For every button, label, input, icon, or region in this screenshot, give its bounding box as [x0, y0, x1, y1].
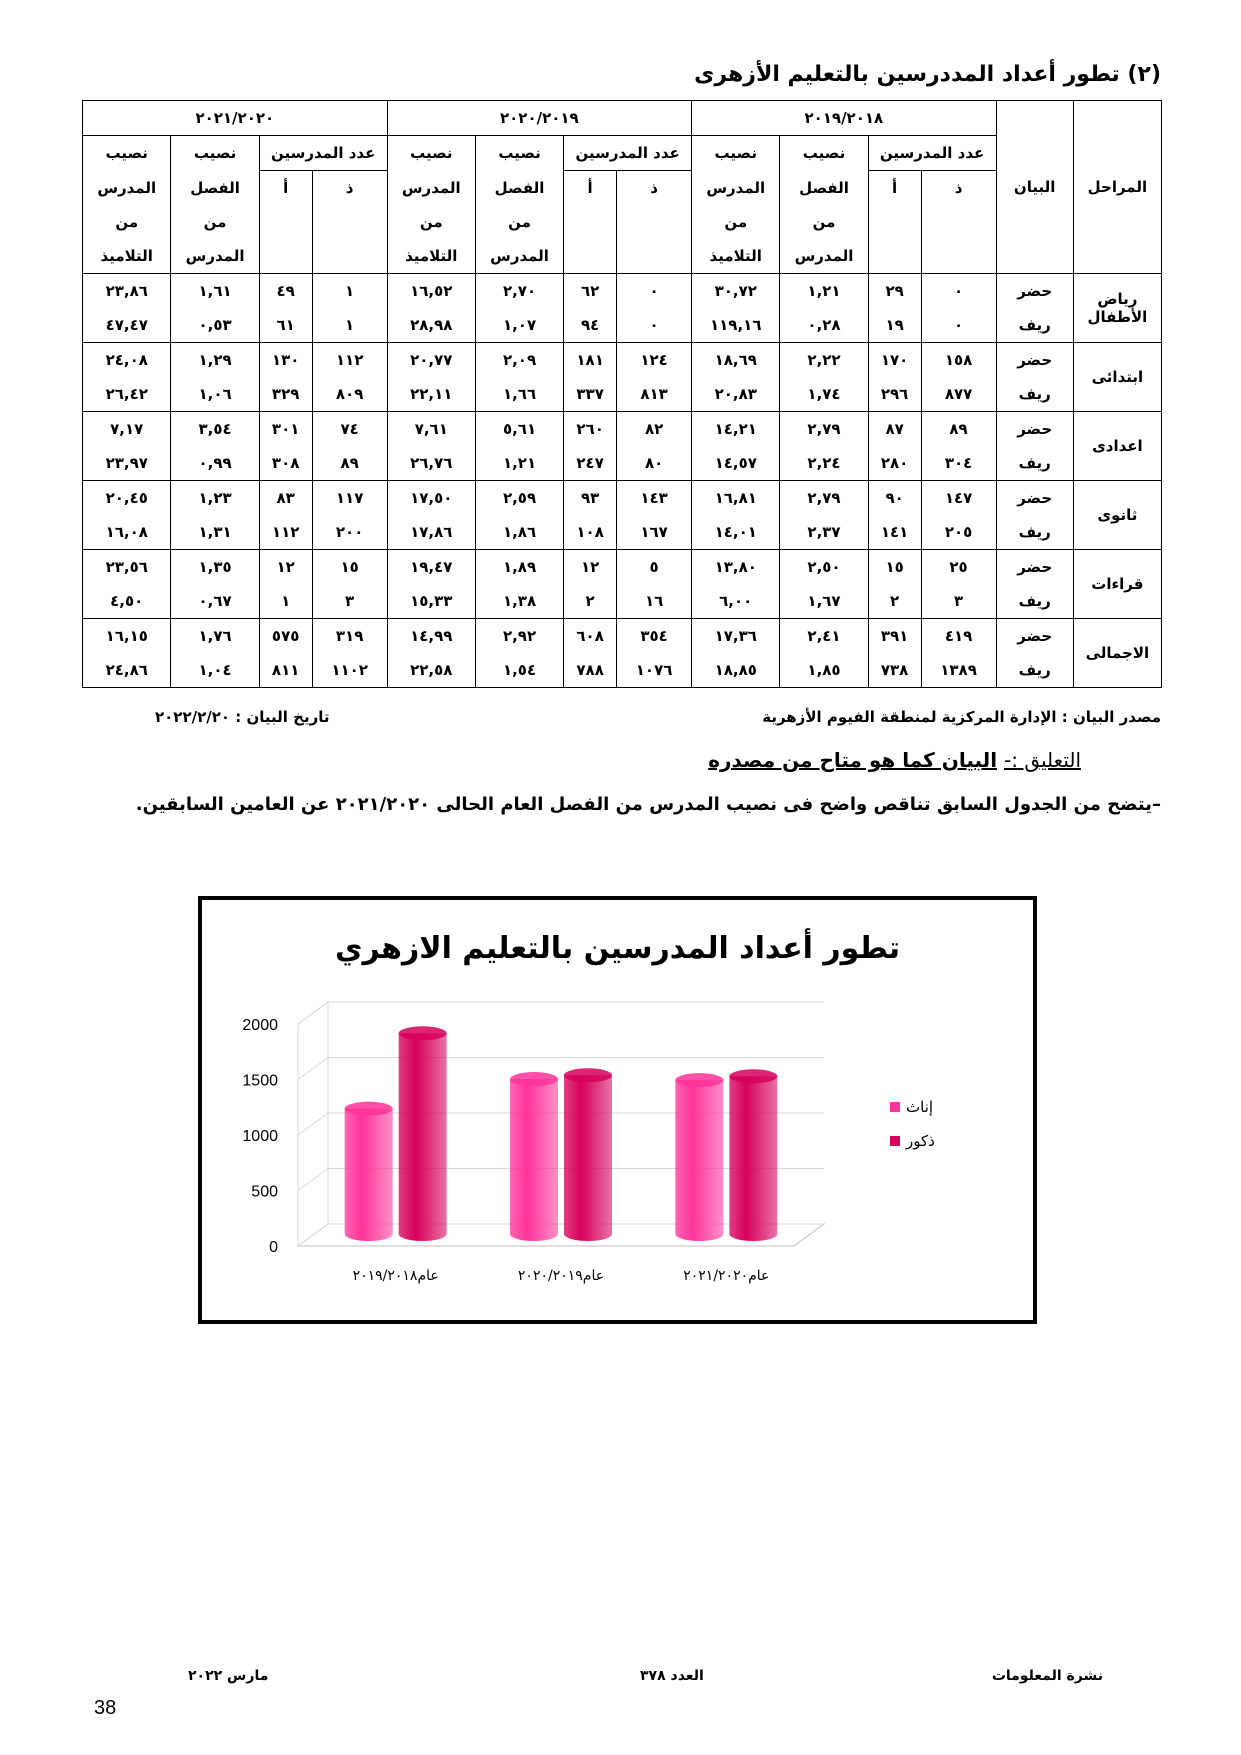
- table-cell: ٢٠,٨٣: [692, 377, 780, 412]
- female-header: أ: [868, 171, 921, 206]
- table-cell: ٠,٢٨: [780, 308, 868, 343]
- table-cell: ١٤,٠١: [692, 515, 780, 550]
- table-cell: ٤٩: [259, 274, 312, 309]
- x-tick-label: عام٢٠١٩/٢٠١٨: [352, 1268, 439, 1284]
- urban-label: حضر: [996, 619, 1073, 654]
- female-header-space: [868, 205, 921, 239]
- table-cell: ١٣٠: [259, 343, 312, 378]
- bar-top: [675, 1073, 723, 1087]
- table-cell: ٢: [868, 584, 921, 619]
- table-cell: ١: [312, 308, 387, 343]
- table-cell: ٢٦٠: [564, 412, 617, 447]
- urban-label: حضر: [996, 481, 1073, 516]
- comment-line: [708, 748, 1081, 772]
- table-cell: ٦,٠٠: [692, 584, 780, 619]
- table-cell: ٠,٥٣: [171, 308, 259, 343]
- table-cell: ٢,٥٩: [475, 481, 563, 516]
- male-header: ذ: [921, 171, 996, 206]
- chart-frame: [198, 896, 1037, 1324]
- chart-title: تطور أعداد المدرسين بالتعليم الازهري: [335, 931, 900, 966]
- page-number: 38: [94, 1697, 117, 1719]
- table-cell: ٢٩٦: [868, 377, 921, 412]
- table-cell: ٢,٧٩: [780, 481, 868, 516]
- table-cell: ١٦,١٥: [83, 619, 171, 654]
- female-header-space: [564, 239, 617, 274]
- comment-text: البيان كما هو متاح من مصدره: [708, 748, 998, 772]
- table-cell: ١٥٨: [921, 343, 996, 378]
- table-cell: ١٦,٥٢: [387, 274, 475, 309]
- x-tick-label: عام٢٠٢١/٢٠٢٠: [683, 1268, 770, 1284]
- y-tick-label: 1500: [242, 1072, 278, 1090]
- table-cell: ٢٠,٤٥: [83, 481, 171, 516]
- table-cell: ٢٠٠: [312, 515, 387, 550]
- year-header: ٢٠١٩/٢٠١٨: [692, 101, 996, 136]
- table-row: [83, 550, 1162, 585]
- table-cell: ١٧,٨٦: [387, 515, 475, 550]
- table-cell: ٢٦,٧٦: [387, 446, 475, 481]
- table-cell: ٤,٥٠: [83, 584, 171, 619]
- stage-name: ثانوى: [1073, 481, 1161, 550]
- table-cell: ٢,٥٠: [780, 550, 868, 585]
- table-cell: ١٥,٣٣: [387, 584, 475, 619]
- teacher-share-header: من: [387, 205, 475, 239]
- table-cell: ١٤٧: [921, 481, 996, 516]
- urban-label: حضر: [996, 274, 1073, 309]
- year-header: ٢٠٢١/٢٠٢٠: [83, 101, 388, 136]
- table-cell: ٩٠: [868, 481, 921, 516]
- table-cell: ٩٤: [564, 308, 617, 343]
- table-cell: ٨٩: [312, 446, 387, 481]
- table-cell: ١,٨٥: [780, 653, 868, 688]
- analysis-paragraph: –يتضح من الجدول السابق تناقص واضح فى نصيب المدرس من الفصل العام الحالى ٢٠٢١/٢٠٢٠ عن العامين السابقين.: [135, 794, 1161, 815]
- table-cell: ٤١٩: [921, 619, 996, 654]
- table-row: [83, 619, 1162, 654]
- class-share-header: المدرس: [780, 239, 868, 274]
- teacher-share-header: المدرس: [692, 171, 780, 206]
- bar-top: [564, 1068, 612, 1082]
- bar: [345, 1109, 393, 1241]
- x-tick-label: عام٢٠٢٠/٢٠١٩: [517, 1268, 605, 1284]
- table-cell: ٢,٧٠: [475, 274, 563, 309]
- rural-label: ريف: [996, 584, 1073, 619]
- table-cell: ٠,٦٧: [171, 584, 259, 619]
- table-cell: ٨٧: [868, 412, 921, 447]
- table-cell: ١,٨٩: [475, 550, 563, 585]
- table-cell: ٨٠٩: [312, 377, 387, 412]
- teachers-count-header: عدد المدرسين: [564, 136, 692, 171]
- teacher-share-header: التلاميذ: [83, 239, 171, 274]
- class-share-header: من: [475, 205, 563, 239]
- table-cell: ١,٦٦: [475, 377, 563, 412]
- rural-label: ريف: [996, 377, 1073, 412]
- table-cell: ٨٩: [921, 412, 996, 447]
- table-cell: ٧٨٨: [564, 653, 617, 688]
- table-cell: ١١٢: [259, 515, 312, 550]
- table-cell: ٥,٦١: [475, 412, 563, 447]
- table-cell: ٢٠,٧٧: [387, 343, 475, 378]
- table-cell: ٣٠٨: [259, 446, 312, 481]
- table-cell: ١,٢١: [475, 446, 563, 481]
- table-cell: ٢٩: [868, 274, 921, 309]
- table-cell: ٢٨٠: [868, 446, 921, 481]
- table-cell: ٢,٩٢: [475, 619, 563, 654]
- col-data-header: البيان: [996, 101, 1073, 274]
- data-date: تاريخ البيان : ٢٠٢٢/٢/٢٠: [155, 708, 330, 726]
- male-header-space: [617, 239, 692, 274]
- stage-name: قراءات: [1073, 550, 1161, 619]
- female-header-space: [259, 239, 312, 274]
- table-cell: ١,٠٦: [171, 377, 259, 412]
- table-cell: ٢,٣٧: [780, 515, 868, 550]
- bar-top: [345, 1102, 393, 1116]
- rural-label: ريف: [996, 653, 1073, 688]
- rural-label: ريف: [996, 446, 1073, 481]
- table-cell: ١,٦١: [171, 274, 259, 309]
- table-cell: ١١٩,١٦: [692, 308, 780, 343]
- stage-name: ابتدائى: [1073, 343, 1161, 412]
- table-cell: ٢٣,٩٧: [83, 446, 171, 481]
- table-row: [83, 653, 1162, 688]
- bar: [510, 1079, 558, 1241]
- male-header-space: [921, 239, 996, 274]
- class-share-header: الفصل: [475, 171, 563, 206]
- table-cell: ١: [312, 274, 387, 309]
- table-cell: ٣٠٤: [921, 446, 996, 481]
- table-cell: ١,٠٧: [475, 308, 563, 343]
- teacher-share-header: نصيب: [692, 136, 780, 171]
- table-row: [83, 274, 1162, 309]
- table-row: [83, 377, 1162, 412]
- teacher-share-header: المدرس: [83, 171, 171, 206]
- table-cell: ١٧٠: [868, 343, 921, 378]
- table-cell: ١٤,٥٧: [692, 446, 780, 481]
- urban-label: حضر: [996, 343, 1073, 378]
- bar: [399, 1033, 447, 1241]
- urban-label: حضر: [996, 412, 1073, 447]
- y-tick-label: 500: [251, 1183, 278, 1201]
- table-cell: ١٧,٣٦: [692, 619, 780, 654]
- table-cell: ٠: [617, 274, 692, 309]
- teacher-share-header: التلاميذ: [692, 239, 780, 274]
- table-cell: ١,٢١: [780, 274, 868, 309]
- table-cell: ١,٦٧: [780, 584, 868, 619]
- table-cell: ١٠٧٦: [617, 653, 692, 688]
- bar-top: [399, 1026, 447, 1040]
- teacher-share-header: التلاميذ: [387, 239, 475, 274]
- female-header: أ: [259, 171, 312, 206]
- class-share-header: نصيب: [475, 136, 563, 171]
- table-cell: ١٤١: [868, 515, 921, 550]
- class-share-header: من: [780, 205, 868, 239]
- table-cell: ٧,١٧: [83, 412, 171, 447]
- table-cell: ٣٠,٧٢: [692, 274, 780, 309]
- table-cell: ١٧,٥٠: [387, 481, 475, 516]
- table-cell: ٢,٧٩: [780, 412, 868, 447]
- table-cell: ١٩: [868, 308, 921, 343]
- table-cell: ١: [259, 584, 312, 619]
- table-cell: ٢٥: [921, 550, 996, 585]
- male-header: ذ: [617, 171, 692, 206]
- table-cell: ١٩,٤٧: [387, 550, 475, 585]
- table-cell: ٨٢: [617, 412, 692, 447]
- table-cell: ٣٢٩: [259, 377, 312, 412]
- comment-label: التعليق :-: [1004, 748, 1081, 772]
- table-cell: ٢,٤١: [780, 619, 868, 654]
- table-cell: ١٥: [868, 550, 921, 585]
- table-cell: ١٦,٠٨: [83, 515, 171, 550]
- table-cell: ٢,٢٢: [780, 343, 868, 378]
- stage-name: اعدادى: [1073, 412, 1161, 481]
- legend-swatch: [890, 1136, 900, 1146]
- table-cell: ١٤,٩٩: [387, 619, 475, 654]
- table-row: [83, 308, 1162, 343]
- col-stage-header: المراحل: [1073, 101, 1161, 274]
- teachers-bar-chart: [202, 900, 1033, 1320]
- table-cell: ١,٥٤: [475, 653, 563, 688]
- table-cell: ٣: [921, 584, 996, 619]
- legend-swatch: [890, 1102, 900, 1112]
- table-cell: ١١٠٢: [312, 653, 387, 688]
- table-cell: ٦١: [259, 308, 312, 343]
- female-header-space: [868, 239, 921, 274]
- table-cell: ١٥: [312, 550, 387, 585]
- table-cell: ٨٣: [259, 481, 312, 516]
- table-cell: ٦٢: [564, 274, 617, 309]
- female-header-space: [259, 205, 312, 239]
- table-cell: ١٦٧: [617, 515, 692, 550]
- teacher-share-header: نصيب: [387, 136, 475, 171]
- table-cell: ٢٢,١١: [387, 377, 475, 412]
- table-cell: ٨٧٧: [921, 377, 996, 412]
- table-cell: ٣٠١: [259, 412, 312, 447]
- table-cell: ١٢: [564, 550, 617, 585]
- table-cell: ٥٧٥: [259, 619, 312, 654]
- table-cell: ٣١٩: [312, 619, 387, 654]
- table-row: [83, 515, 1162, 550]
- male-header-space: [312, 205, 387, 239]
- bar-top: [729, 1069, 777, 1083]
- table-cell: ١٠٨: [564, 515, 617, 550]
- class-share-header: نصيب: [780, 136, 868, 171]
- table-cell: ٢٤٧: [564, 446, 617, 481]
- footer-publication: نشرة المعلومات: [991, 1668, 1103, 1684]
- table-cell: ١,٣٥: [171, 550, 259, 585]
- table-cell: ٢٦,٤٢: [83, 377, 171, 412]
- table-row: [83, 412, 1162, 447]
- footer-issue: العدد ٣٧٨: [640, 1668, 704, 1684]
- table-cell: ١,٢٩: [171, 343, 259, 378]
- footer-date: مارس ٢٠٢٢: [188, 1668, 269, 1684]
- table-cell: ٠: [921, 274, 996, 309]
- table-cell: ٢: [564, 584, 617, 619]
- teachers-table: [82, 100, 1162, 688]
- table-cell: ٢,٢٤: [780, 446, 868, 481]
- class-share-header: من: [171, 205, 259, 239]
- table-cell: ١٢٤: [617, 343, 692, 378]
- table-cell: ١٨١: [564, 343, 617, 378]
- table-cell: ٧,٦١: [387, 412, 475, 447]
- rural-label: ريف: [996, 515, 1073, 550]
- table-cell: ١,٧٤: [780, 377, 868, 412]
- table-cell: ١,٠٤: [171, 653, 259, 688]
- table-cell: ٠: [617, 308, 692, 343]
- male-header-space: [921, 205, 996, 239]
- male-header-space: [312, 239, 387, 274]
- table-cell: ٣٣٧: [564, 377, 617, 412]
- table-cell: ١٦,٨١: [692, 481, 780, 516]
- table-cell: ١,٣١: [171, 515, 259, 550]
- table-cell: ٣,٥٤: [171, 412, 259, 447]
- table-row: [83, 446, 1162, 481]
- table-cell: ١٤,٢١: [692, 412, 780, 447]
- table-cell: ٢٤,٠٨: [83, 343, 171, 378]
- table-cell: ٢٨,٩٨: [387, 308, 475, 343]
- table-cell: ١٤٣: [617, 481, 692, 516]
- class-share-header: المدرس: [475, 239, 563, 274]
- table-cell: ٠,٩٩: [171, 446, 259, 481]
- table-row: [83, 343, 1162, 378]
- table-cell: ٢٤,٨٦: [83, 653, 171, 688]
- table-cell: ١٣٨٩: [921, 653, 996, 688]
- class-share-header: الفصل: [780, 171, 868, 206]
- stage-name: رياض الأطفال: [1073, 274, 1161, 343]
- class-share-header: المدرس: [171, 239, 259, 274]
- table-cell: ٢٣,٥٦: [83, 550, 171, 585]
- table-cell: ٨١١: [259, 653, 312, 688]
- table-cell: ٨١٣: [617, 377, 692, 412]
- table-cell: ١٨,٦٩: [692, 343, 780, 378]
- female-header: أ: [564, 171, 617, 206]
- page-title: (٢) تطور أعداد المددرسين بالتعليم الأزهرى: [694, 62, 1161, 87]
- table-cell: ٠: [921, 308, 996, 343]
- table-cell: ٥: [617, 550, 692, 585]
- y-tick-label: 0: [269, 1239, 278, 1256]
- bar-top: [510, 1072, 558, 1086]
- teacher-share-header: المدرس: [387, 171, 475, 206]
- table-cell: ١٨,٨٥: [692, 653, 780, 688]
- table-cell: ١٣,٨٠: [692, 550, 780, 585]
- teacher-share-header: من: [692, 205, 780, 239]
- teachers-count-header: عدد المدرسين: [868, 136, 996, 171]
- table-cell: ١,٨٦: [475, 515, 563, 550]
- table-cell: ٨٠: [617, 446, 692, 481]
- table-cell: ٢٠٥: [921, 515, 996, 550]
- urban-label: حضر: [996, 550, 1073, 585]
- teachers-count-header: عدد المدرسين: [259, 136, 387, 171]
- table-cell: ١١٧: [312, 481, 387, 516]
- table-row: [83, 584, 1162, 619]
- table-cell: ٣: [312, 584, 387, 619]
- table-cell: ١١٢: [312, 343, 387, 378]
- gridline: [298, 1002, 824, 1024]
- table-row: [83, 481, 1162, 516]
- table-cell: ٦٠٨: [564, 619, 617, 654]
- class-share-header: نصيب: [171, 136, 259, 171]
- table-cell: ٧٣٨: [868, 653, 921, 688]
- table-cell: ٧٤: [312, 412, 387, 447]
- male-header-space: [617, 205, 692, 239]
- table-cell: ٣٩١: [868, 619, 921, 654]
- y-tick-label: 1000: [242, 1128, 278, 1145]
- legend-label: ذكور: [906, 1132, 935, 1150]
- table-cell: ٢,٠٩: [475, 343, 563, 378]
- legend-label: إناث: [906, 1098, 934, 1116]
- table-cell: ٢٣,٨٦: [83, 274, 171, 309]
- class-share-header: الفصل: [171, 171, 259, 206]
- teacher-share-header: من: [83, 205, 171, 239]
- table-cell: ١٢: [259, 550, 312, 585]
- rural-label: ريف: [996, 308, 1073, 343]
- data-source: مصدر البيان : الإدارة المركزية لمنطقة الفيوم الأزهرية: [762, 708, 1161, 726]
- bar: [729, 1076, 777, 1241]
- male-header: ذ: [312, 171, 387, 206]
- bar: [564, 1075, 612, 1241]
- table-cell: ١,٣٨: [475, 584, 563, 619]
- table-cell: ٣٥٤: [617, 619, 692, 654]
- table-cell: ١,٧٦: [171, 619, 259, 654]
- table-cell: ٢٢,٥٨: [387, 653, 475, 688]
- table-cell: ١,٢٣: [171, 481, 259, 516]
- female-header-space: [564, 205, 617, 239]
- table-cell: ٩٣: [564, 481, 617, 516]
- stage-name: الاجمالى: [1073, 619, 1161, 688]
- table-cell: ١٦: [617, 584, 692, 619]
- bar: [675, 1080, 723, 1241]
- table-cell: ٤٧,٤٧: [83, 308, 171, 343]
- y-tick-label: 2000: [242, 1017, 278, 1034]
- year-header: ٢٠٢٠/٢٠١٩: [387, 101, 691, 136]
- teacher-share-header: نصيب: [83, 136, 171, 171]
